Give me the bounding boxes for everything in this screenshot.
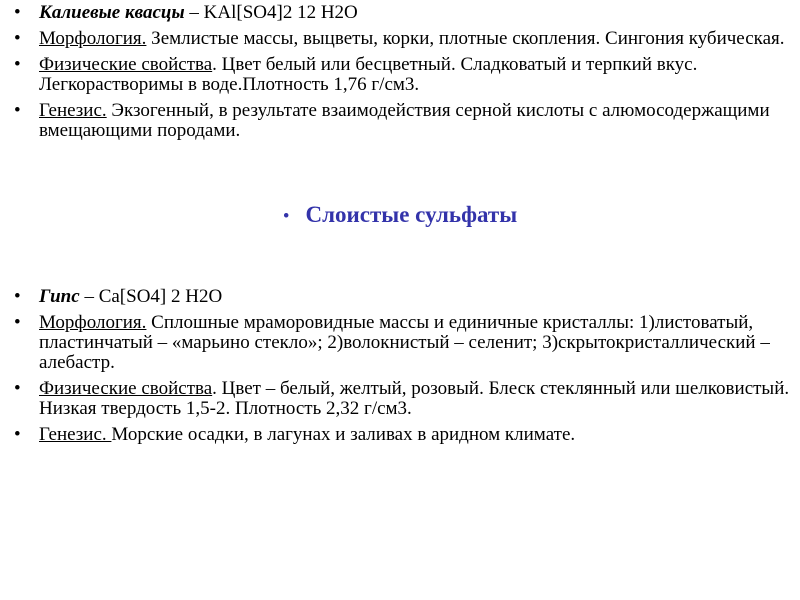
genesis-text: Экзогенный, в результате взаимодействия серной кислоты с алюмосодержащими вмещающими породами. <box>39 100 770 141</box>
physical-properties-text: . Цвет белый или бесцветный. Сладковатый и терпкий вкус. Легкорастворимы в воде.Плотность 1,76 г/см3. <box>39 54 698 95</box>
mineral-name: Калиевые квасцы <box>39 2 185 23</box>
bullet-icon: • <box>14 100 21 121</box>
physical-properties-label: Физические свойства <box>39 378 213 399</box>
list-item-mineral-formula <box>0 3 800 23</box>
list-item-mineral-formula <box>0 287 800 307</box>
potassium-alum-list <box>0 3 800 147</box>
mineral-name: Гипс <box>39 286 80 307</box>
morphology-text: Сплошные мраморовидные массы и единичные кристаллы: 1)листоватый, пластинчатый – «марьино стекло»; 2)волокнистый – селенит; 3)скрытокристаллический – алебастр. <box>39 312 770 373</box>
physical-properties-label: Физические свойства <box>39 54 213 75</box>
genesis-label: Генезис. <box>39 424 112 445</box>
list-item-morphology <box>0 313 800 373</box>
section-heading <box>0 202 800 228</box>
list-item-genesis <box>0 425 800 445</box>
gypsum-list <box>0 287 800 451</box>
bullet-icon: • <box>14 312 21 333</box>
list-item-physical-properties <box>0 55 800 95</box>
bullet-icon: • <box>14 424 21 445</box>
list-item-physical-properties <box>0 379 800 419</box>
list-item-genesis <box>0 101 800 141</box>
bullet-icon: • <box>282 206 290 227</box>
genesis-text: Морские осадки, в лагунах и заливах в аридном климате. <box>111 424 576 445</box>
mineral-formula: – Ca[SO4] 2 H2O <box>79 286 223 307</box>
bullet-icon: • <box>14 378 21 399</box>
bullet-icon: • <box>14 286 21 307</box>
physical-properties-text: . Цвет – белый, желтый, розовый. Блеск стеклянный или шелковистый. Низкая твердость 1,5-2. Плотность 2,32 г/см3. <box>39 378 790 419</box>
morphology-label: Морфология. <box>39 312 147 333</box>
morphology-text: Землистые массы, выцветы, корки, плотные скопления. Сингония кубическая. <box>146 28 785 49</box>
section-heading-text: Слоистые сульфаты <box>305 202 518 227</box>
mineral-formula: – KAl[SO4]2 12 H2O <box>184 2 358 23</box>
morphology-label: Морфология. <box>39 28 147 49</box>
bullet-icon: • <box>14 28 21 49</box>
bullet-icon: • <box>14 54 21 75</box>
list-item-morphology <box>0 29 800 49</box>
bullet-icon: • <box>14 2 21 23</box>
genesis-label: Генезис. <box>39 100 107 121</box>
